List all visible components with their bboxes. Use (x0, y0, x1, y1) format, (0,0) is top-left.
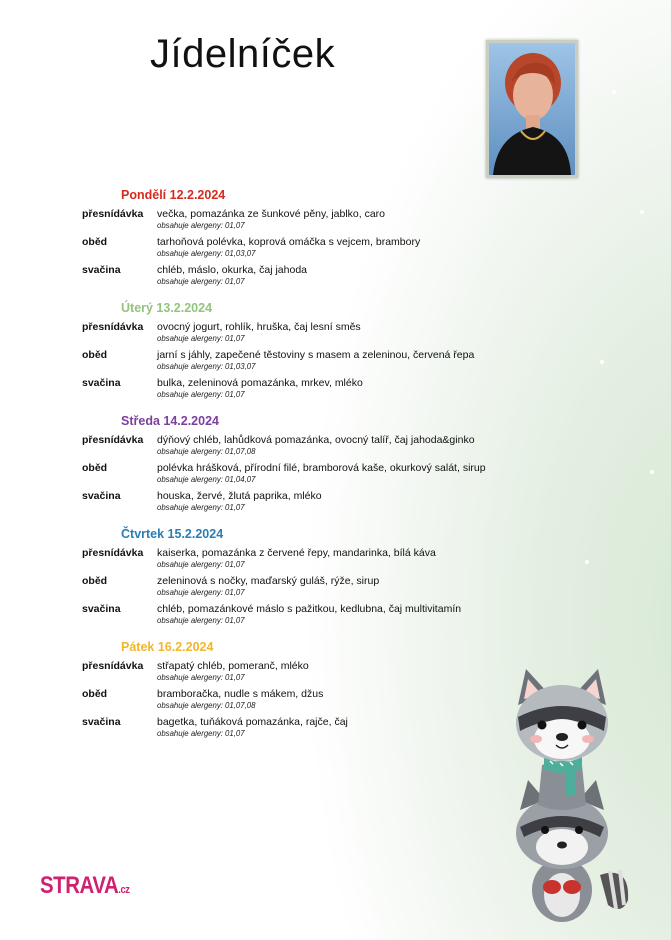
meal-body (157, 207, 552, 235)
meal-description: zeleninová s nočky, maďarský guláš, rýže, sirup (157, 575, 380, 587)
meal-name: svačina (82, 490, 121, 502)
meal-row (82, 376, 552, 404)
meal-row (82, 574, 552, 602)
allergens-note: obsahuje alergeny: 01,07,08 (157, 701, 256, 710)
meal-row (82, 207, 552, 235)
meal-name: oběd (82, 688, 108, 700)
meal-row (82, 687, 552, 715)
allergens-note: obsahuje alergeny: 01,03,07 (157, 249, 256, 258)
day-section (82, 186, 552, 291)
meal-body (157, 546, 552, 574)
allergens-note: obsahuje alergeny: 01,07 (157, 334, 245, 343)
meal-name: přesnídávka (82, 434, 144, 446)
day-section (82, 638, 552, 743)
day-section (82, 412, 552, 517)
allergens-note: obsahuje alergeny: 01,07,08 (157, 447, 256, 456)
logo-suffix: .cz (118, 884, 130, 896)
meal-description: polévka hrášková, přírodní filé, bramborová kaše, okurkový salát, sirup (157, 462, 486, 474)
snowflake (585, 560, 589, 564)
page-title: Jídelníček (150, 32, 336, 76)
allergens-note: obsahuje alergeny: 01,04,07 (157, 475, 256, 484)
meal-description: večka, pomazánka ze šunkové pěny, jablko, caro (157, 208, 386, 220)
meal-body (157, 433, 552, 461)
meal-name: oběd (82, 349, 108, 361)
meal-row (82, 715, 552, 743)
meal-body (157, 659, 552, 687)
meal-body (157, 489, 552, 517)
meal-description: houska, žervé, žlutá paprika, mléko (157, 490, 322, 502)
meal-description: kaiserka, pomazánka z červené řepy, mandarinka, bílá káva (157, 547, 436, 559)
allergens-note: obsahuje alergeny: 01,07 (157, 221, 245, 230)
meal-name: svačina (82, 377, 121, 389)
meal-row (82, 320, 552, 348)
meal-row (82, 461, 552, 489)
meal-description: bramboračka, nudle s mákem, džus (157, 688, 324, 700)
meal-name: oběd (82, 575, 108, 587)
meal-name: svačina (82, 264, 121, 276)
meal-row (82, 263, 552, 291)
weekly-menu (82, 186, 552, 751)
allergens-note: obsahuje alergeny: 01,07 (157, 390, 245, 399)
meal-body (157, 687, 552, 715)
meal-name: svačina (82, 716, 121, 728)
snowflake (612, 90, 616, 94)
meal-row (82, 235, 552, 263)
meal-row (82, 348, 552, 376)
meal-body (157, 461, 552, 489)
meal-description: chléb, máslo, okurka, čaj jahoda (157, 264, 307, 276)
meal-description: bagetka, tuňáková pomazánka, rajče, čaj (157, 716, 348, 728)
meal-name: přesnídávka (82, 660, 144, 672)
day-section (82, 525, 552, 630)
day-title: Pátek 16.2.2024 (121, 640, 214, 654)
logo-text: STRAVA (40, 872, 119, 899)
portrait-photo (486, 40, 578, 178)
meal-row (82, 546, 552, 574)
raccoon-illustration (500, 665, 630, 930)
strava-logo[interactable] (40, 872, 130, 900)
snowflake (650, 470, 654, 474)
allergens-note: obsahuje alergeny: 01,07 (157, 729, 245, 738)
meal-name: přesnídávka (82, 321, 144, 333)
meal-name: oběd (82, 236, 108, 248)
snowflake (640, 210, 644, 214)
meal-body (157, 602, 552, 630)
meal-description: tarhoňová polévka, koprová omáčka s vejcem, brambory (157, 236, 421, 248)
meal-name: oběd (82, 462, 108, 474)
day-title: Čtvrtek 15.2.2024 (121, 527, 224, 541)
meal-description: ovocný jogurt, rohlík, hruška, čaj lesní směs (157, 321, 361, 333)
snowflake (600, 360, 604, 364)
meal-description: bulka, zeleninová pomazánka, mrkev, mléko (157, 377, 363, 389)
day-title: Úterý 13.2.2024 (121, 301, 213, 315)
meal-name: přesnídávka (82, 547, 144, 559)
meal-body (157, 235, 552, 263)
meal-body (157, 263, 552, 291)
meal-row (82, 489, 552, 517)
meal-body (157, 320, 552, 348)
meal-description: chléb, pomazánkové máslo s pažitkou, kedlubna, čaj multivitamín (157, 603, 462, 615)
meal-body (157, 348, 552, 376)
day-title: Středa 14.2.2024 (121, 414, 219, 428)
allergens-note: obsahuje alergeny: 01,07 (157, 588, 245, 597)
meal-row (82, 602, 552, 630)
meal-description: dýňový chléb, lahůdková pomazánka, ovocný talíř, čaj jahoda&ginko (157, 434, 475, 446)
allergens-note: obsahuje alergeny: 01,07 (157, 616, 245, 625)
day-section (82, 299, 552, 404)
allergens-note: obsahuje alergeny: 01,07 (157, 503, 245, 512)
meal-row (82, 659, 552, 687)
meal-body (157, 376, 552, 404)
allergens-note: obsahuje alergeny: 01,03,07 (157, 362, 256, 371)
meal-row (82, 433, 552, 461)
allergens-note: obsahuje alergeny: 01,07 (157, 673, 245, 682)
meal-name: svačina (82, 603, 121, 615)
meal-description: jarní s jáhly, zapečené těstoviny s masem a zeleninou, červená řepa (157, 349, 475, 361)
allergens-note: obsahuje alergeny: 01,07 (157, 277, 245, 286)
allergens-note: obsahuje alergeny: 01,07 (157, 560, 245, 569)
meal-body (157, 715, 552, 743)
meal-body (157, 574, 552, 602)
meal-description: střapatý chléb, pomeranč, mléko (157, 660, 309, 672)
day-title: Pondělí 12.2.2024 (121, 188, 226, 202)
meal-name: přesnídávka (82, 208, 144, 220)
